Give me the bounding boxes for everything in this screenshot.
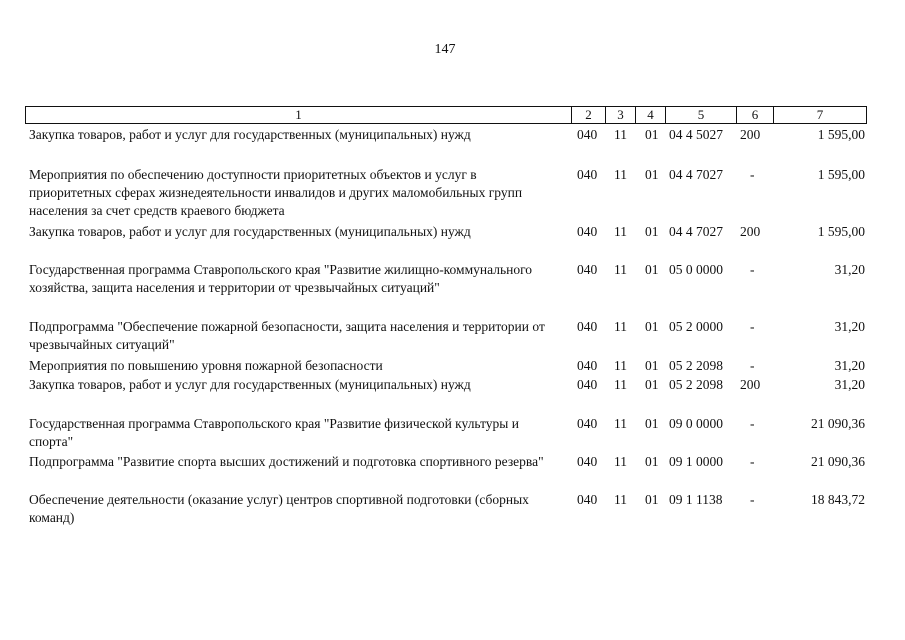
row-code-target: 09 0 0000 [669,416,723,431]
row-code-target: 09 1 0000 [669,454,723,469]
header-col-5: 5 [665,107,736,123]
row-code-subsection: 01 [645,492,659,507]
row-code-subsection: 01 [645,319,659,334]
row-amount: 1 595,00 [817,167,865,182]
row-amount: 31,20 [834,358,865,373]
row-code-section: 11 [614,319,627,334]
row-code-ministry: 040 [577,127,598,142]
row-code-ministry: 040 [577,262,598,277]
row-code-expense: - [750,492,755,507]
row-description: Государственная программа Ставропольского края "Развитие жилищно-коммунального хозяйства, защита населения и территории от чрезвычайных ситуаций" [29,262,533,295]
row-description: Мероприятия по повышению уровня пожарной безопасности [29,358,383,373]
row-code-section: 11 [614,492,627,507]
row-code-ministry: 040 [577,224,598,239]
row-description: Закупка товаров, работ и услуг для государственных (муниципальных) нужд [29,224,471,239]
row-code-ministry: 040 [577,416,598,431]
row-code-section: 11 [614,358,627,373]
row-code-ministry: 040 [577,454,598,469]
row-code-subsection: 01 [645,377,659,392]
row-code-target: 05 2 2098 [669,358,723,373]
row-amount: 31,20 [834,262,865,277]
row-amount: 21 090,36 [811,416,865,431]
row-code-section: 11 [614,416,627,431]
row-code-target: 09 1 1138 [669,492,723,507]
header-col-2: 2 [571,107,605,123]
row-code-section: 11 [614,127,627,142]
row-amount: 1 595,00 [817,127,865,142]
row-code-expense: 200 [740,224,761,239]
table-header [25,106,867,124]
row-code-expense: - [750,416,755,431]
row-code-target: 04 4 7027 [669,224,723,239]
page-number: 147 [434,42,456,57]
row-code-expense: 200 [740,127,761,142]
row-code-ministry: 040 [577,167,598,182]
row-code-section: 11 [614,377,627,392]
row-code-ministry: 040 [577,492,598,507]
row-code-subsection: 01 [645,358,659,373]
row-description: Обеспечение деятельности (оказание услуг) центров спортивной подготовки (сборных команд) [29,492,529,525]
row-code-subsection: 01 [645,262,659,277]
row-code-section: 11 [614,454,627,469]
row-description: Подпрограмма "Развитие спорта высших достижений и подготовка спортивного резерва" [29,454,544,469]
row-code-expense: - [750,358,755,373]
row-code-ministry: 040 [577,377,598,392]
row-code-target: 05 2 2098 [669,377,723,392]
row-code-subsection: 01 [645,224,659,239]
row-code-expense: - [750,454,755,469]
row-code-target: 05 2 0000 [669,319,723,334]
row-description: Подпрограмма "Обеспечение пожарной безопасности, защита населения и территории от чрезвычайных ситуаций" [29,319,545,352]
row-amount: 21 090,36 [811,454,865,469]
row-code-target: 04 4 5027 [669,127,723,142]
row-description: Государственная программа Ставропольского края "Развитие физической культуры и спорта" [29,416,519,449]
row-code-section: 11 [614,262,627,277]
row-description: Закупка товаров, работ и услуг для государственных (муниципальных) нужд [29,127,471,142]
row-amount: 1 595,00 [817,224,865,239]
header-col-3: 3 [605,107,635,123]
header-col-6: 6 [736,107,773,123]
row-code-expense: - [750,262,755,277]
row-amount: 18 843,72 [811,492,865,507]
row-code-subsection: 01 [645,127,659,142]
row-code-subsection: 01 [645,167,659,182]
row-code-expense: 200 [740,377,761,392]
row-code-section: 11 [614,224,627,239]
row-description: Закупка товаров, работ и услуг для государственных (муниципальных) нужд [29,377,471,392]
row-code-target: 04 4 7027 [669,167,723,182]
header-col-7: 7 [773,107,866,123]
header-col-1: 1 [295,107,302,122]
row-code-subsection: 01 [645,416,659,431]
row-description: Мероприятия по обеспечению доступности приоритетных объектов и услуг в приоритетных сферах жизнедеятельности инвалидов и других маломобильных групп населения за счет средств краевого бюджета [29,167,523,218]
row-code-subsection: 01 [645,454,659,469]
row-code-section: 11 [614,167,627,182]
row-code-ministry: 040 [577,319,598,334]
row-code-expense: - [750,319,755,334]
row-amount: 31,20 [834,319,865,334]
header-col-4: 4 [635,107,665,123]
row-code-expense: - [750,167,755,182]
row-amount: 31,20 [834,377,865,392]
row-code-ministry: 040 [577,358,598,373]
row-code-target: 05 0 0000 [669,262,723,277]
